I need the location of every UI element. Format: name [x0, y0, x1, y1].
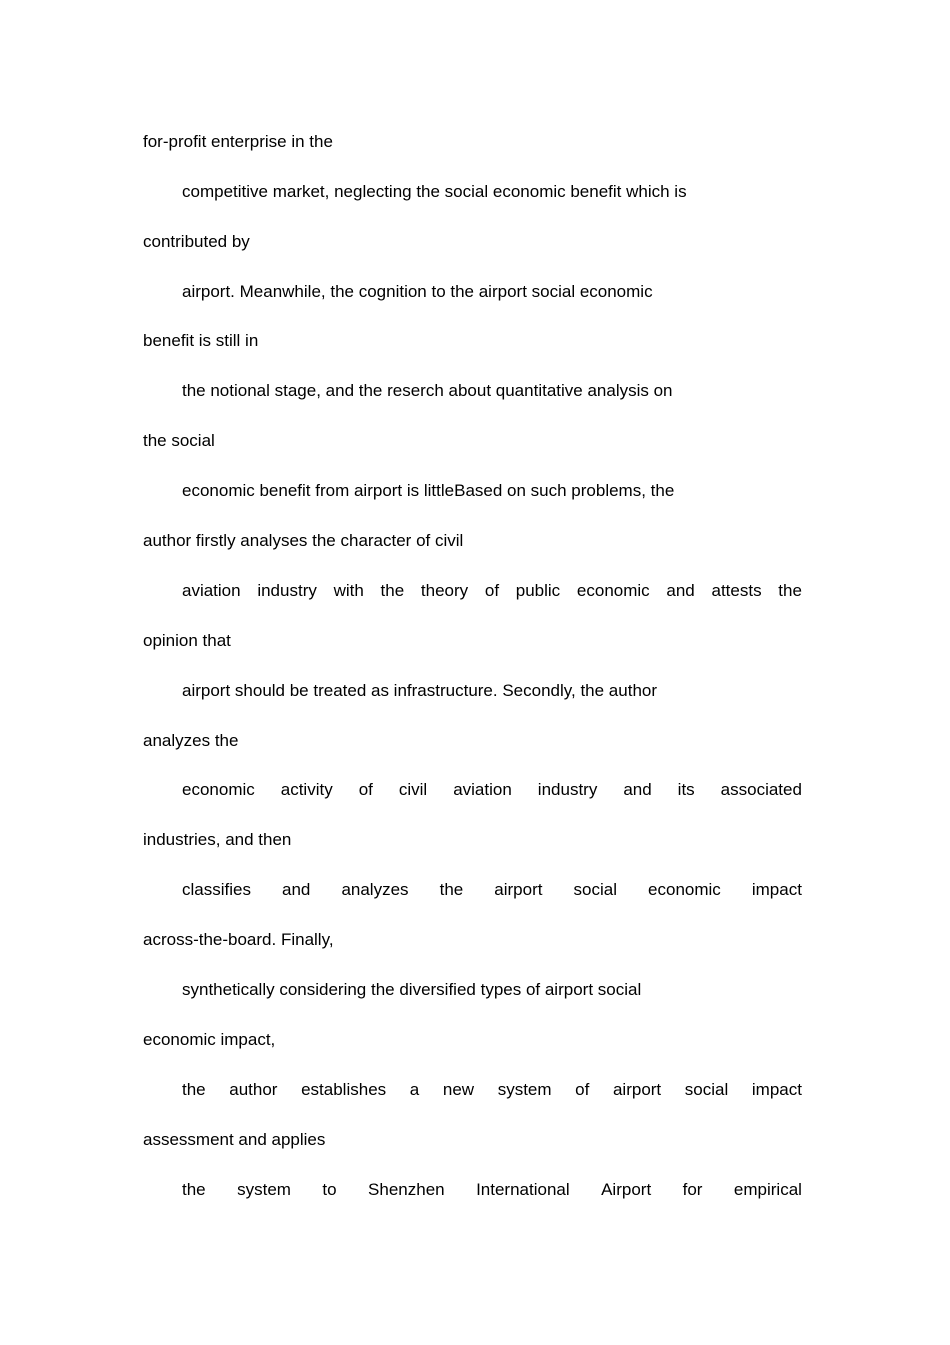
word: the — [182, 1080, 206, 1099]
word: theory — [420, 581, 469, 600]
word: of — [575, 1080, 590, 1099]
text-line: across-the-board. Finally, — [143, 930, 334, 949]
word: the — [778, 581, 802, 600]
word: and — [623, 780, 652, 799]
word: to — [322, 1180, 337, 1199]
word: Airport — [601, 1180, 652, 1199]
text-line: benefit is still in — [143, 331, 259, 350]
text-line — [182, 880, 802, 900]
text-line: competitive market, neglecting the social economic benefit which is — [182, 182, 687, 201]
text-line: analyzes the — [143, 731, 239, 750]
word: the — [439, 880, 464, 899]
text-line: industries, and then — [143, 830, 292, 849]
word: social — [573, 880, 617, 899]
text-line: the notional stage, and the reserch about quantitative analysis on — [182, 381, 673, 400]
word: author — [229, 1080, 278, 1099]
word: of — [358, 780, 373, 799]
word: new — [442, 1080, 475, 1099]
word: economic — [182, 780, 255, 799]
word: airport — [612, 1080, 662, 1099]
word: and — [282, 880, 311, 899]
word: industry — [537, 780, 598, 799]
word: civil — [398, 780, 428, 799]
word: system — [237, 1180, 291, 1199]
text-line: assessment and applies — [143, 1130, 326, 1149]
word: its — [677, 780, 695, 799]
word: establishes — [301, 1080, 387, 1099]
word: activity — [280, 780, 333, 799]
word: social — [684, 1080, 729, 1099]
word: the — [182, 1180, 206, 1199]
word: Shenzhen — [368, 1180, 445, 1199]
word: impact — [751, 1080, 802, 1099]
text-line: airport should be treated as infrastructure. Secondly, the author — [182, 681, 658, 700]
word: economic — [576, 581, 650, 600]
word: system — [497, 1080, 552, 1099]
text-line — [182, 780, 802, 800]
word: for — [682, 1180, 703, 1199]
word: aviation — [453, 780, 512, 799]
text-line: the social — [143, 431, 215, 450]
word: airport — [494, 880, 543, 899]
word: the — [380, 581, 405, 600]
text-line — [182, 581, 802, 601]
text-line: contributed by — [143, 232, 250, 251]
word: associated — [720, 780, 802, 799]
word: with — [333, 581, 364, 600]
text-line: airport. Meanwhile, the cognition to the airport social economic — [182, 282, 653, 301]
text-line: author firstly analyses the character of civil — [143, 531, 464, 550]
word: classifies — [182, 880, 251, 899]
word: impact — [751, 880, 802, 899]
text-line: for-profit enterprise in the — [143, 132, 333, 151]
word: analyzes — [341, 880, 409, 899]
word: and — [666, 581, 695, 600]
text-line — [182, 1180, 802, 1200]
text-line: synthetically considering the diversified types of airport social — [182, 980, 642, 999]
text-line — [182, 1080, 802, 1100]
word: of — [484, 581, 500, 600]
word: a — [409, 1080, 420, 1099]
word: attests — [711, 581, 762, 600]
text-line: economic impact, — [143, 1030, 276, 1049]
word: economic — [648, 880, 721, 899]
text-line: economic benefit from airport is littleBased on such problems, the — [182, 481, 675, 500]
word: industry — [257, 581, 317, 600]
word: public — [515, 581, 561, 600]
word: aviation — [182, 581, 241, 600]
text-line: opinion that — [143, 631, 231, 650]
word: International — [476, 1180, 570, 1199]
word: empirical — [733, 1180, 802, 1199]
